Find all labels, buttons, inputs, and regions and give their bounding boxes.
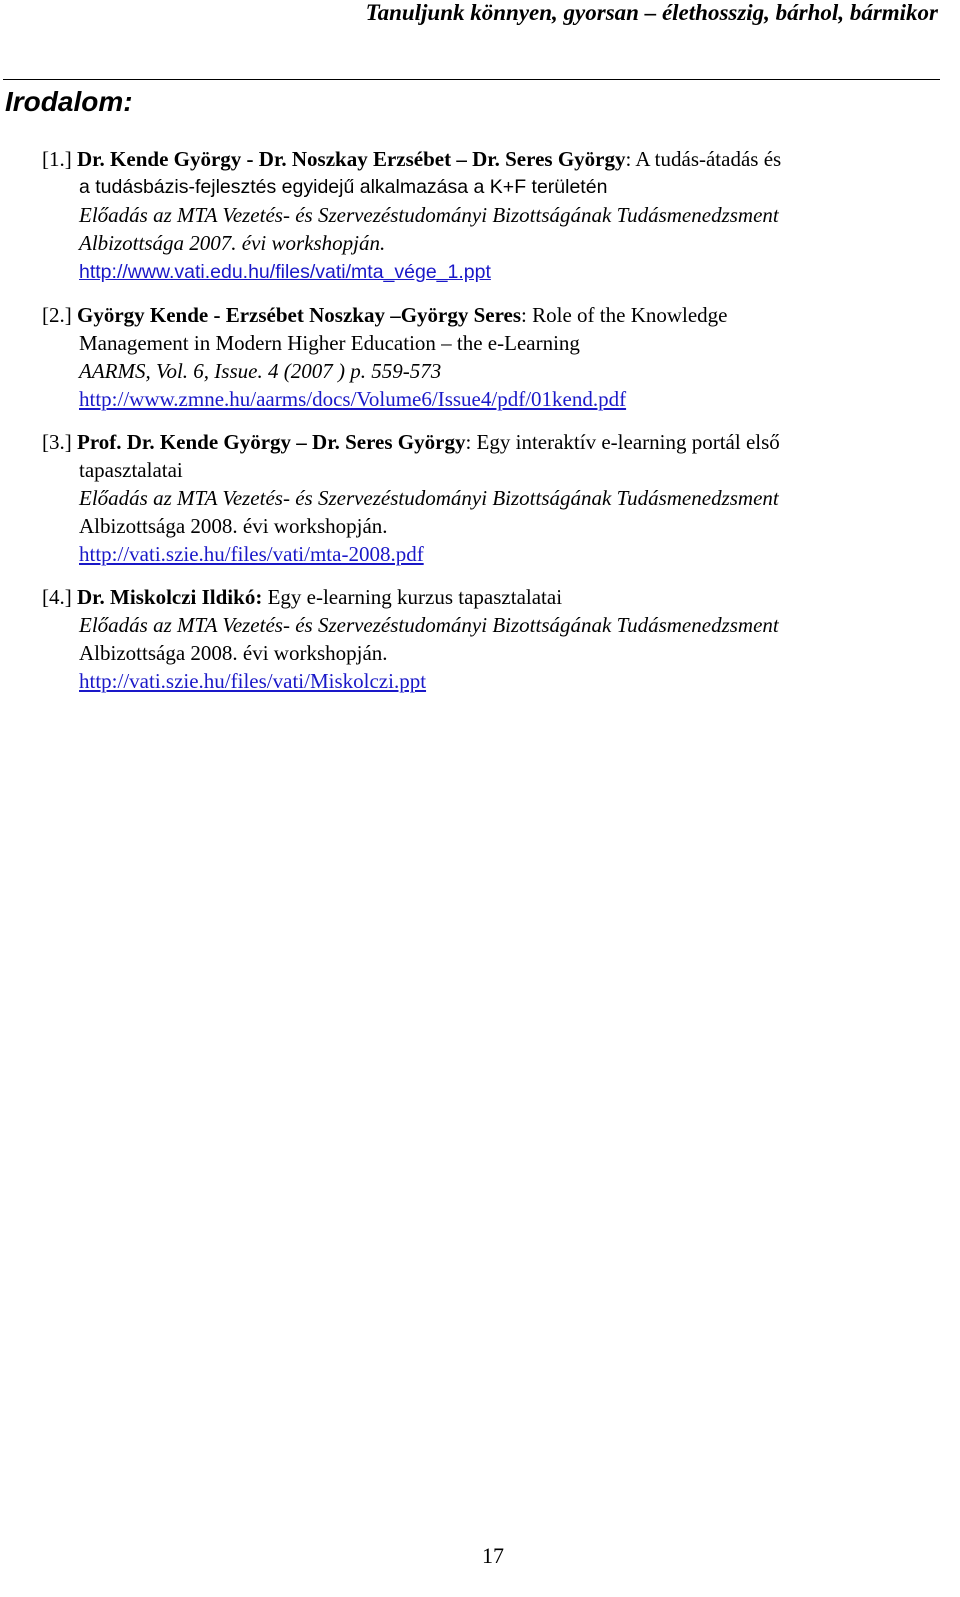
reference-source: AARMS, Vol. 6, Issue. 4 (2007 ) p. 559-573 [79,359,442,383]
reference-source: Előadás az MTA Vezetés- és Szervezéstudományi Bizottságának Tudásmenedzsment [79,486,779,510]
header-divider [3,79,940,80]
reference-source: Előadás az MTA Vezetés- és Szervezéstudományi Bizottságának Tudásmenedzsment [79,203,779,227]
reference-link[interactable]: http://www.zmne.hu/aarms/docs/Volume6/Issue4/pdf/01kend.pdf [79,387,627,411]
reference-link[interactable]: http://www.vati.edu.hu/files/vati/mta_vége_1.ppt [79,261,491,283]
reference-title: : A tudás-átadás és [625,147,782,171]
reference-source: Előadás az MTA Vezetés- és Szervezéstudományi Bizottságának Tudásmenedzsment [79,613,779,637]
reference-title-continued: a tudásbázis-fejlesztés egyidejű alkalmazása a K+F területén [79,176,608,198]
reference-title: : Egy interaktív e-learning portál első [465,430,780,454]
reference-source-continued: Albizottsága 2008. évi workshopján. [79,641,388,665]
page-number: 17 [482,1543,504,1568]
reference-link[interactable]: http://vati.szie.hu/files/vati/mta-2008.pdf [79,542,424,566]
reference-title: : Role of the Knowledge [521,303,728,327]
reference-source-continued: Albizottsága 2007. évi workshopján. [79,231,386,255]
reference-title-continued: Management in Modern Higher Education – the e-Learning [79,331,580,355]
reference-item-4 [42,583,932,695]
reference-link[interactable]: http://vati.szie.hu/files/vati/Miskolczi.ppt [79,669,427,693]
reference-number: [1.] [42,147,72,171]
reference-item-2 [42,301,932,413]
section-heading: Irodalom: [5,86,133,117]
reference-title-continued: tapasztalatai [79,458,183,482]
reference-number: [2.] [42,303,72,327]
running-header: Tanuljunk könnyen, gyorsan – élethosszig, bárhol, bármikor [365,0,938,25]
reference-number: [4.] [42,585,72,609]
reference-item-1 [42,145,932,286]
reference-authors: Dr. Miskolczi Ildikó: [77,585,263,609]
reference-number: [3.] [42,430,72,454]
reference-authors: György Kende - Erzsébet Noszkay –György Seres [77,303,522,327]
reference-authors: Prof. Dr. Kende György – Dr. Seres György [77,430,466,454]
reference-source-continued: Albizottsága 2008. évi workshopján. [79,514,388,538]
reference-title: Egy e-learning kurzus tapasztalatai [262,585,563,609]
reference-item-3 [42,428,932,568]
reference-authors: Dr. Kende György - Dr. Noszkay Erzsébet – Dr. Seres György [77,147,626,171]
